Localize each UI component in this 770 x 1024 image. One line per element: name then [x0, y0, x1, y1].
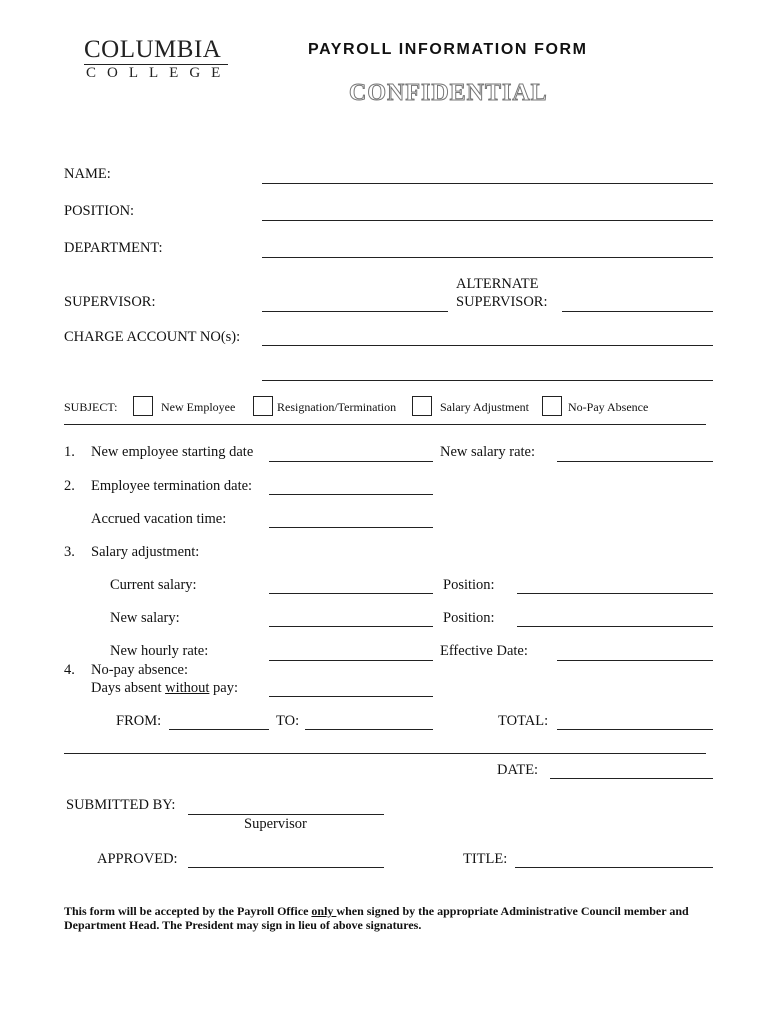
new-position-label: Position: [443, 610, 495, 626]
item-4-number: 4. [64, 662, 75, 678]
starting-date-field[interactable] [269, 461, 433, 462]
alternate-supervisor-label-line1: ALTERNATE [456, 276, 539, 292]
no-pay-absence-checkbox[interactable] [542, 396, 562, 416]
subject-label: SUBJECT: [64, 400, 118, 414]
footer-note-part1: This form will be accepted by the Payroll Office [64, 904, 312, 918]
college-logo-subtitle: COLLEGE [86, 65, 232, 81]
new-employee-checkbox[interactable] [133, 396, 153, 416]
salary-adjustment-option-label: Salary Adjustment [440, 400, 529, 414]
new-salary-rate-label: New salary rate: [440, 444, 536, 460]
new-position-field[interactable] [517, 626, 713, 627]
current-position-label: Position: [443, 577, 495, 593]
no-pay-absence-option-label: No-Pay Absence [568, 400, 649, 414]
current-salary-label: Current salary: [110, 577, 197, 593]
to-field[interactable] [305, 729, 433, 730]
approved-field[interactable] [188, 867, 384, 868]
new-employee-option-label: New Employee [161, 400, 236, 414]
college-logo-name: COLUMBIA [84, 36, 222, 63]
name-label: NAME: [64, 166, 111, 182]
alternate-supervisor-label-line2: SUPERVISOR: [456, 294, 548, 310]
date-field[interactable] [550, 778, 713, 779]
title-field[interactable] [515, 867, 713, 868]
current-salary-field[interactable] [269, 593, 433, 594]
position-label: POSITION: [64, 203, 135, 219]
days-absent-prefix: Days absent [91, 680, 166, 696]
item-3-number: 3. [64, 544, 75, 560]
supervisor-label: SUPERVISOR: [64, 294, 156, 310]
accrued-vacation-field[interactable] [269, 527, 433, 528]
from-field[interactable] [169, 729, 269, 730]
footer-note-part2: when signed by the appropriate Administrative Council member and Department Head. The President may sign in lieu of above signatures. [64, 904, 689, 932]
footer-note-emphasis: only [311, 904, 337, 918]
submitted-by-field[interactable] [188, 814, 384, 815]
alternate-supervisor-field[interactable] [562, 311, 713, 312]
new-hourly-rate-label: New hourly rate: [110, 643, 209, 659]
new-salary-label: New salary: [110, 610, 180, 626]
termination-date-label: Employee termination date: [91, 478, 253, 494]
footer-note [64, 904, 744, 932]
resignation-termination-checkbox[interactable] [253, 396, 273, 416]
item-2-number: 2. [64, 478, 75, 494]
position-field[interactable] [262, 220, 713, 221]
form-title: PAYROLL INFORMATION FORM [308, 41, 588, 58]
days-absent-emphasis: without [165, 680, 210, 696]
new-salary-field[interactable] [269, 626, 433, 627]
supervisor-caption: Supervisor [244, 816, 307, 832]
effective-date-field[interactable] [557, 660, 713, 661]
charge-account-field-2[interactable] [262, 380, 713, 381]
starting-date-label: New employee starting date [91, 444, 254, 460]
salary-adjustment-label: Salary adjustment: [91, 544, 200, 560]
accrued-vacation-label: Accrued vacation time: [91, 511, 227, 527]
charge-account-field-1[interactable] [262, 345, 713, 346]
resignation-termination-option-label: Resignation/Termination [277, 400, 397, 414]
new-hourly-rate-field[interactable] [269, 660, 433, 661]
date-label: DATE: [497, 762, 539, 778]
department-field[interactable] [262, 257, 713, 258]
total-label: TOTAL: [498, 713, 549, 729]
item-1-number: 1. [64, 444, 75, 460]
days-absent-label [91, 680, 238, 697]
confidential-stamp: CONFIDENTIAL [349, 80, 548, 106]
title-label: TITLE: [463, 851, 508, 867]
section-divider [64, 753, 706, 754]
new-salary-rate-field[interactable] [557, 461, 713, 462]
total-field[interactable] [557, 729, 713, 730]
effective-date-label: Effective Date: [440, 643, 528, 659]
salary-adjustment-checkbox[interactable] [412, 396, 432, 416]
days-absent-field[interactable] [269, 696, 433, 697]
termination-date-field[interactable] [269, 494, 433, 495]
supervisor-field[interactable] [262, 311, 448, 312]
days-absent-suffix: pay: [209, 680, 238, 696]
current-position-field[interactable] [517, 593, 713, 594]
approved-label: APPROVED: [97, 851, 178, 867]
subject-divider [64, 424, 706, 425]
no-pay-absence-label: No-pay absence: [91, 662, 189, 678]
from-label: FROM: [116, 713, 162, 729]
charge-account-label: CHARGE ACCOUNT NO(s): [64, 329, 241, 345]
to-label: TO: [276, 713, 300, 729]
name-field[interactable] [262, 183, 713, 184]
submitted-by-label: SUBMITTED BY: [66, 797, 176, 813]
department-label: DEPARTMENT: [64, 240, 163, 256]
